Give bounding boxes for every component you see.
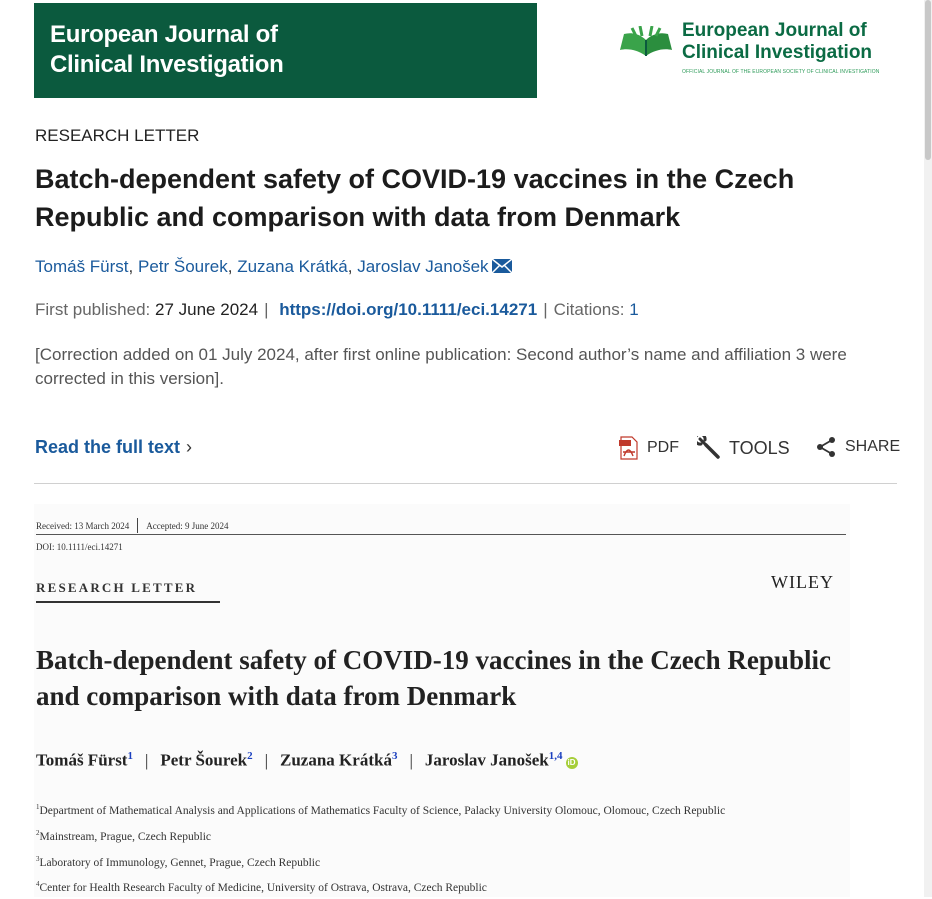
tools-label: TOOLS (729, 437, 790, 458)
wrench-icon (697, 436, 721, 460)
preview-rule (36, 534, 846, 535)
banner-title-line2: Clinical Investigation (50, 51, 284, 78)
section-divider (34, 483, 897, 484)
read-full-text-link[interactable] (35, 437, 192, 458)
open-book-icon (618, 26, 674, 62)
affiliation-item: $^4$Center for Health Research Faculty of Medicine, University of Ostrava, Ostrava, Czech Republic (36, 880, 487, 895)
article-type: RESEARCH LETTER (35, 126, 200, 145)
preview-authors: Tomáš Fürst$^1$ | Petr Šourek$^2$ | Zuzana Krátká$^3$ | Jaroslav Janošek$^{1,4}$iD (36, 750, 576, 770)
citations-count[interactable]: 1 (629, 300, 639, 319)
share-button[interactable] (815, 436, 900, 458)
banner-title-line1: European Journal of (50, 21, 278, 48)
accepted-date: Accepted: 9 June 2024 (146, 521, 229, 531)
preview-author: Tomáš Fürst (36, 750, 128, 770)
journal-banner[interactable] (34, 3, 537, 98)
preview-author: Jaroslav Janošek (424, 750, 549, 770)
preview-dates (36, 518, 228, 533)
preview-author: Petr Šourek (160, 750, 248, 770)
author-list: Tomáš Fürst, Petr Šourek, Zuzana Krátká, Jaroslav Janošek (35, 257, 512, 278)
journal-logo[interactable] (618, 20, 888, 90)
affiliation-item: $^3$Laboratory of Immunology, Gennet, Prague, Czech Republic (36, 854, 321, 869)
published-date: 27 June 2024 (155, 300, 259, 319)
citations-label: Citations: (553, 300, 625, 319)
author-link[interactable]: Petr Šourek (137, 257, 228, 276)
publication-info: First published: 27 June 2024 | https://doi.org/10.1111/eci.14271 | Citations: 1 (35, 300, 639, 319)
affiliation-item: $^2$Mainstream, Prague, Czech Republic (36, 828, 211, 843)
page-scrollbar[interactable] (924, 0, 932, 897)
wiley-logo: WILEY (771, 572, 834, 592)
author-sup: 1,4 (548, 750, 563, 762)
read-full-text-label: Read the full text (35, 437, 181, 457)
pdf-icon (619, 436, 639, 460)
published-label: First published: (35, 300, 151, 319)
orcid-icon: iD (567, 757, 576, 767)
author-sup: 2 (247, 750, 253, 762)
share-icon (815, 436, 837, 458)
author-sup: 3 (391, 750, 398, 762)
doi-link[interactable]: https://doi.org/10.1111/eci.14271 (279, 300, 538, 319)
logo-title-line2: Clinical Investigation (682, 42, 873, 63)
preview-author: Zuzana Krátká (280, 750, 392, 770)
preview-article-type: RESEARCH LETTER (36, 580, 198, 595)
author-sup: 1 (127, 750, 133, 762)
pdf-button[interactable] (619, 436, 679, 460)
scrollbar-thumb[interactable] (925, 0, 931, 160)
received-date: Received: 13 March 2024 (36, 521, 130, 531)
logo-tagline: OFFICIAL JOURNAL OF THE EUROPEAN SOCIETY OF CLINICAL INVESTIGATION (682, 69, 880, 75)
preview-title: Batch-dependent safety of COVID-19 vaccines in the Czech Republic and comparison with data from Denmark (36, 645, 831, 711)
tools-button[interactable] (697, 436, 790, 460)
preview-type-underline (36, 601, 220, 603)
correction-note: [Correction added on 01 July 2024, after first online publication: Second author’s name and affiliation 3 were corrected in this version]. (35, 345, 847, 388)
share-label: SHARE (845, 438, 901, 455)
article-title: Batch-dependent safety of COVID-19 vaccines in the Czech Republic and comparison with data from Denmark (35, 164, 795, 232)
pdf-preview[interactable] (34, 504, 850, 897)
author-link[interactable]: Tomáš Fürst (35, 257, 129, 276)
affiliation-item: $^1$Department of Mathematical Analysis and Applications of Mathematics Faculty of Science, Palacky University Olomouc, Olomouc, Czech Republic (36, 803, 726, 817)
chevron-right-icon: › (186, 437, 193, 457)
preview-affiliations (36, 796, 725, 899)
author-link[interactable]: Jaroslav Janošek (357, 257, 489, 276)
pdf-label: PDF (647, 439, 679, 456)
author-link[interactable]: Zuzana Krátká (237, 257, 348, 276)
logo-title-line1: European Journal of (682, 20, 867, 41)
email-icon[interactable] (492, 258, 512, 278)
preview-doi: DOI: 10.1111/eci.14271 (36, 542, 123, 552)
